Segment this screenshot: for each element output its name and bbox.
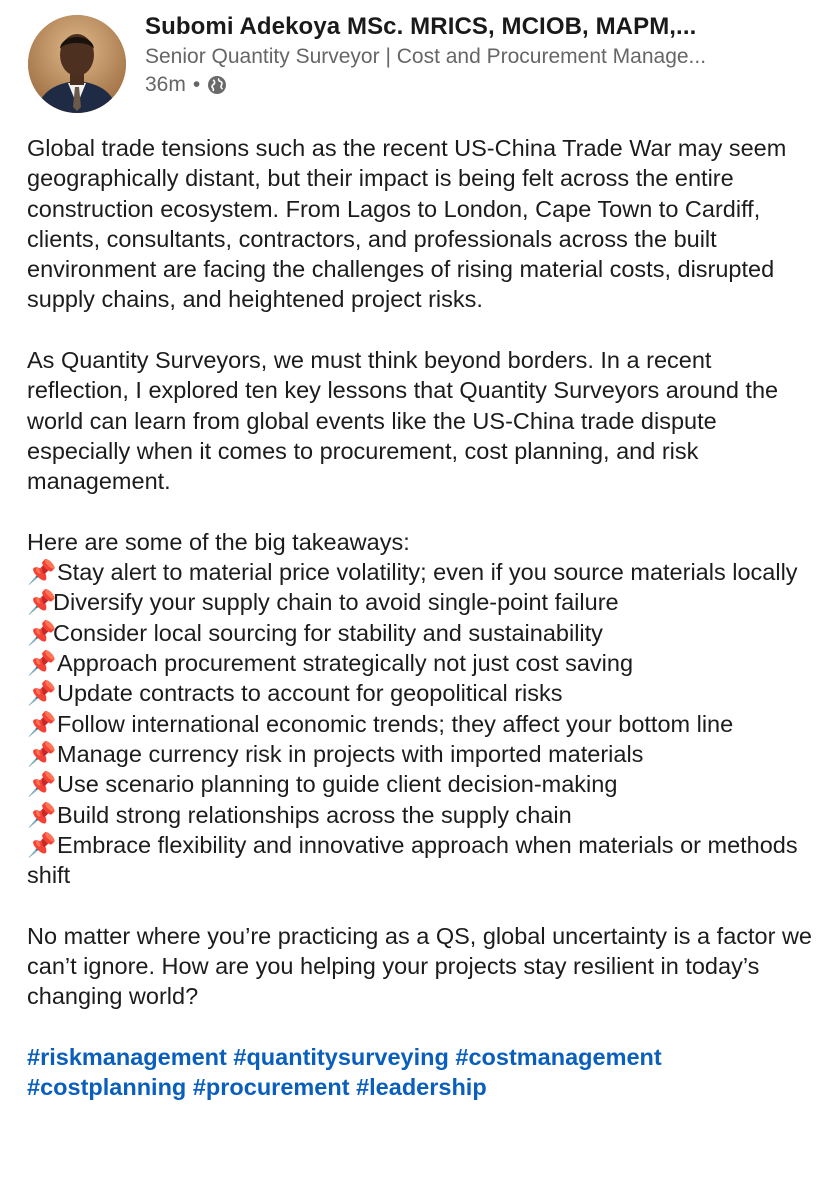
hashtag-link[interactable]: #procurement xyxy=(192,1074,350,1101)
list-item xyxy=(27,648,817,678)
takeaway-text: Consider local sourcing for stability and sustainability xyxy=(53,619,603,646)
pushpin-icon: 📌 xyxy=(27,559,57,586)
post-paragraph: Global trade tensions such as the recent US-China Trade War may seem geographically distant, but their impact is being felt across the entire construction ecosystem. From Lagos to London, Cape Town to Cardiff, clients, consultants, contractors, and professionals across the built environment are facing the challenges of rising material costs, disrupted supply chains, and heightened project risks. xyxy=(27,135,787,313)
pushpin-icon: 📌 xyxy=(27,589,57,616)
takeaway-text: Stay alert to material price volatility; even if you source materials locally xyxy=(57,559,798,586)
takeaways-intro: Here are some of the big takeaways: xyxy=(27,528,410,555)
list-item xyxy=(27,557,817,587)
author-meta xyxy=(145,12,808,99)
takeaways-list xyxy=(27,557,817,890)
list-item xyxy=(27,709,817,739)
author-name[interactable]: Subomi Adekoya MSc. MRICS, MCIOB, MAPM,... xyxy=(145,13,697,40)
pushpin-icon: 📌 xyxy=(27,831,57,858)
list-item xyxy=(27,678,817,708)
post-paragraph: As Quantity Surveyors, we must think beyond borders. In a recent reflection, I explored ten key lessons that Quantity Surveyors around the world can learn from global events like the US-China trade dispute especially when it comes to procurement, cost planning, and risk management. xyxy=(27,347,779,495)
post-header xyxy=(28,12,808,112)
takeaway-text: Embrace flexibility and innovative approach when materials or methods shift xyxy=(27,831,798,889)
post-body xyxy=(27,133,817,1103)
list-item xyxy=(27,769,817,799)
takeaway-text: Follow international economic trends; they affect your bottom line xyxy=(57,710,734,737)
list-item xyxy=(27,618,817,648)
globe-icon xyxy=(207,75,227,95)
list-item xyxy=(27,800,817,830)
pushpin-icon: 📌 xyxy=(27,771,57,798)
takeaway-text: Update contracts to account for geopolitical risks xyxy=(57,680,563,707)
avatar[interactable] xyxy=(28,15,126,113)
list-item xyxy=(27,739,817,769)
pushpin-icon: 📌 xyxy=(27,680,57,707)
pushpin-icon: 📌 xyxy=(27,740,57,767)
hashtag-link[interactable]: #quantitysurveying xyxy=(233,1043,449,1070)
post-time: 36m xyxy=(145,73,186,96)
takeaway-text: Approach procurement strategically not just cost saving xyxy=(57,650,634,677)
takeaway-text: Build strong relationships across the supply chain xyxy=(57,801,572,828)
post-meta xyxy=(145,71,808,99)
pushpin-icon: 📌 xyxy=(27,650,57,677)
takeaway-text: Manage currency risk in projects with imported materials xyxy=(57,740,644,767)
list-item xyxy=(27,587,817,617)
avatar-photo xyxy=(28,15,126,113)
hashtag-link[interactable]: #costplanning xyxy=(27,1074,187,1101)
hashtag-link[interactable]: #riskmanagement xyxy=(27,1043,227,1070)
takeaway-text: Diversify your supply chain to avoid single-point failure xyxy=(53,589,619,616)
post-closing: No matter where you’re practicing as a QS, global uncertainty is a factor we can’t ignore. How are you helping your projects stay resilient in today’s changing world? xyxy=(27,922,813,1010)
pushpin-icon: 📌 xyxy=(27,619,57,646)
pushpin-icon: 📌 xyxy=(27,710,57,737)
hashtags xyxy=(27,1042,817,1103)
hashtag-link[interactable]: #leadership xyxy=(356,1074,487,1101)
takeaway-text: Use scenario planning to guide client decision-making xyxy=(57,771,618,798)
hashtag-link[interactable]: #costmanagement xyxy=(455,1043,662,1070)
list-item xyxy=(27,830,817,891)
pushpin-icon: 📌 xyxy=(27,801,57,828)
author-headline: Senior Quantity Surveyor | Cost and Procurement Manage... xyxy=(145,45,707,68)
meta-separator: • xyxy=(192,73,201,96)
